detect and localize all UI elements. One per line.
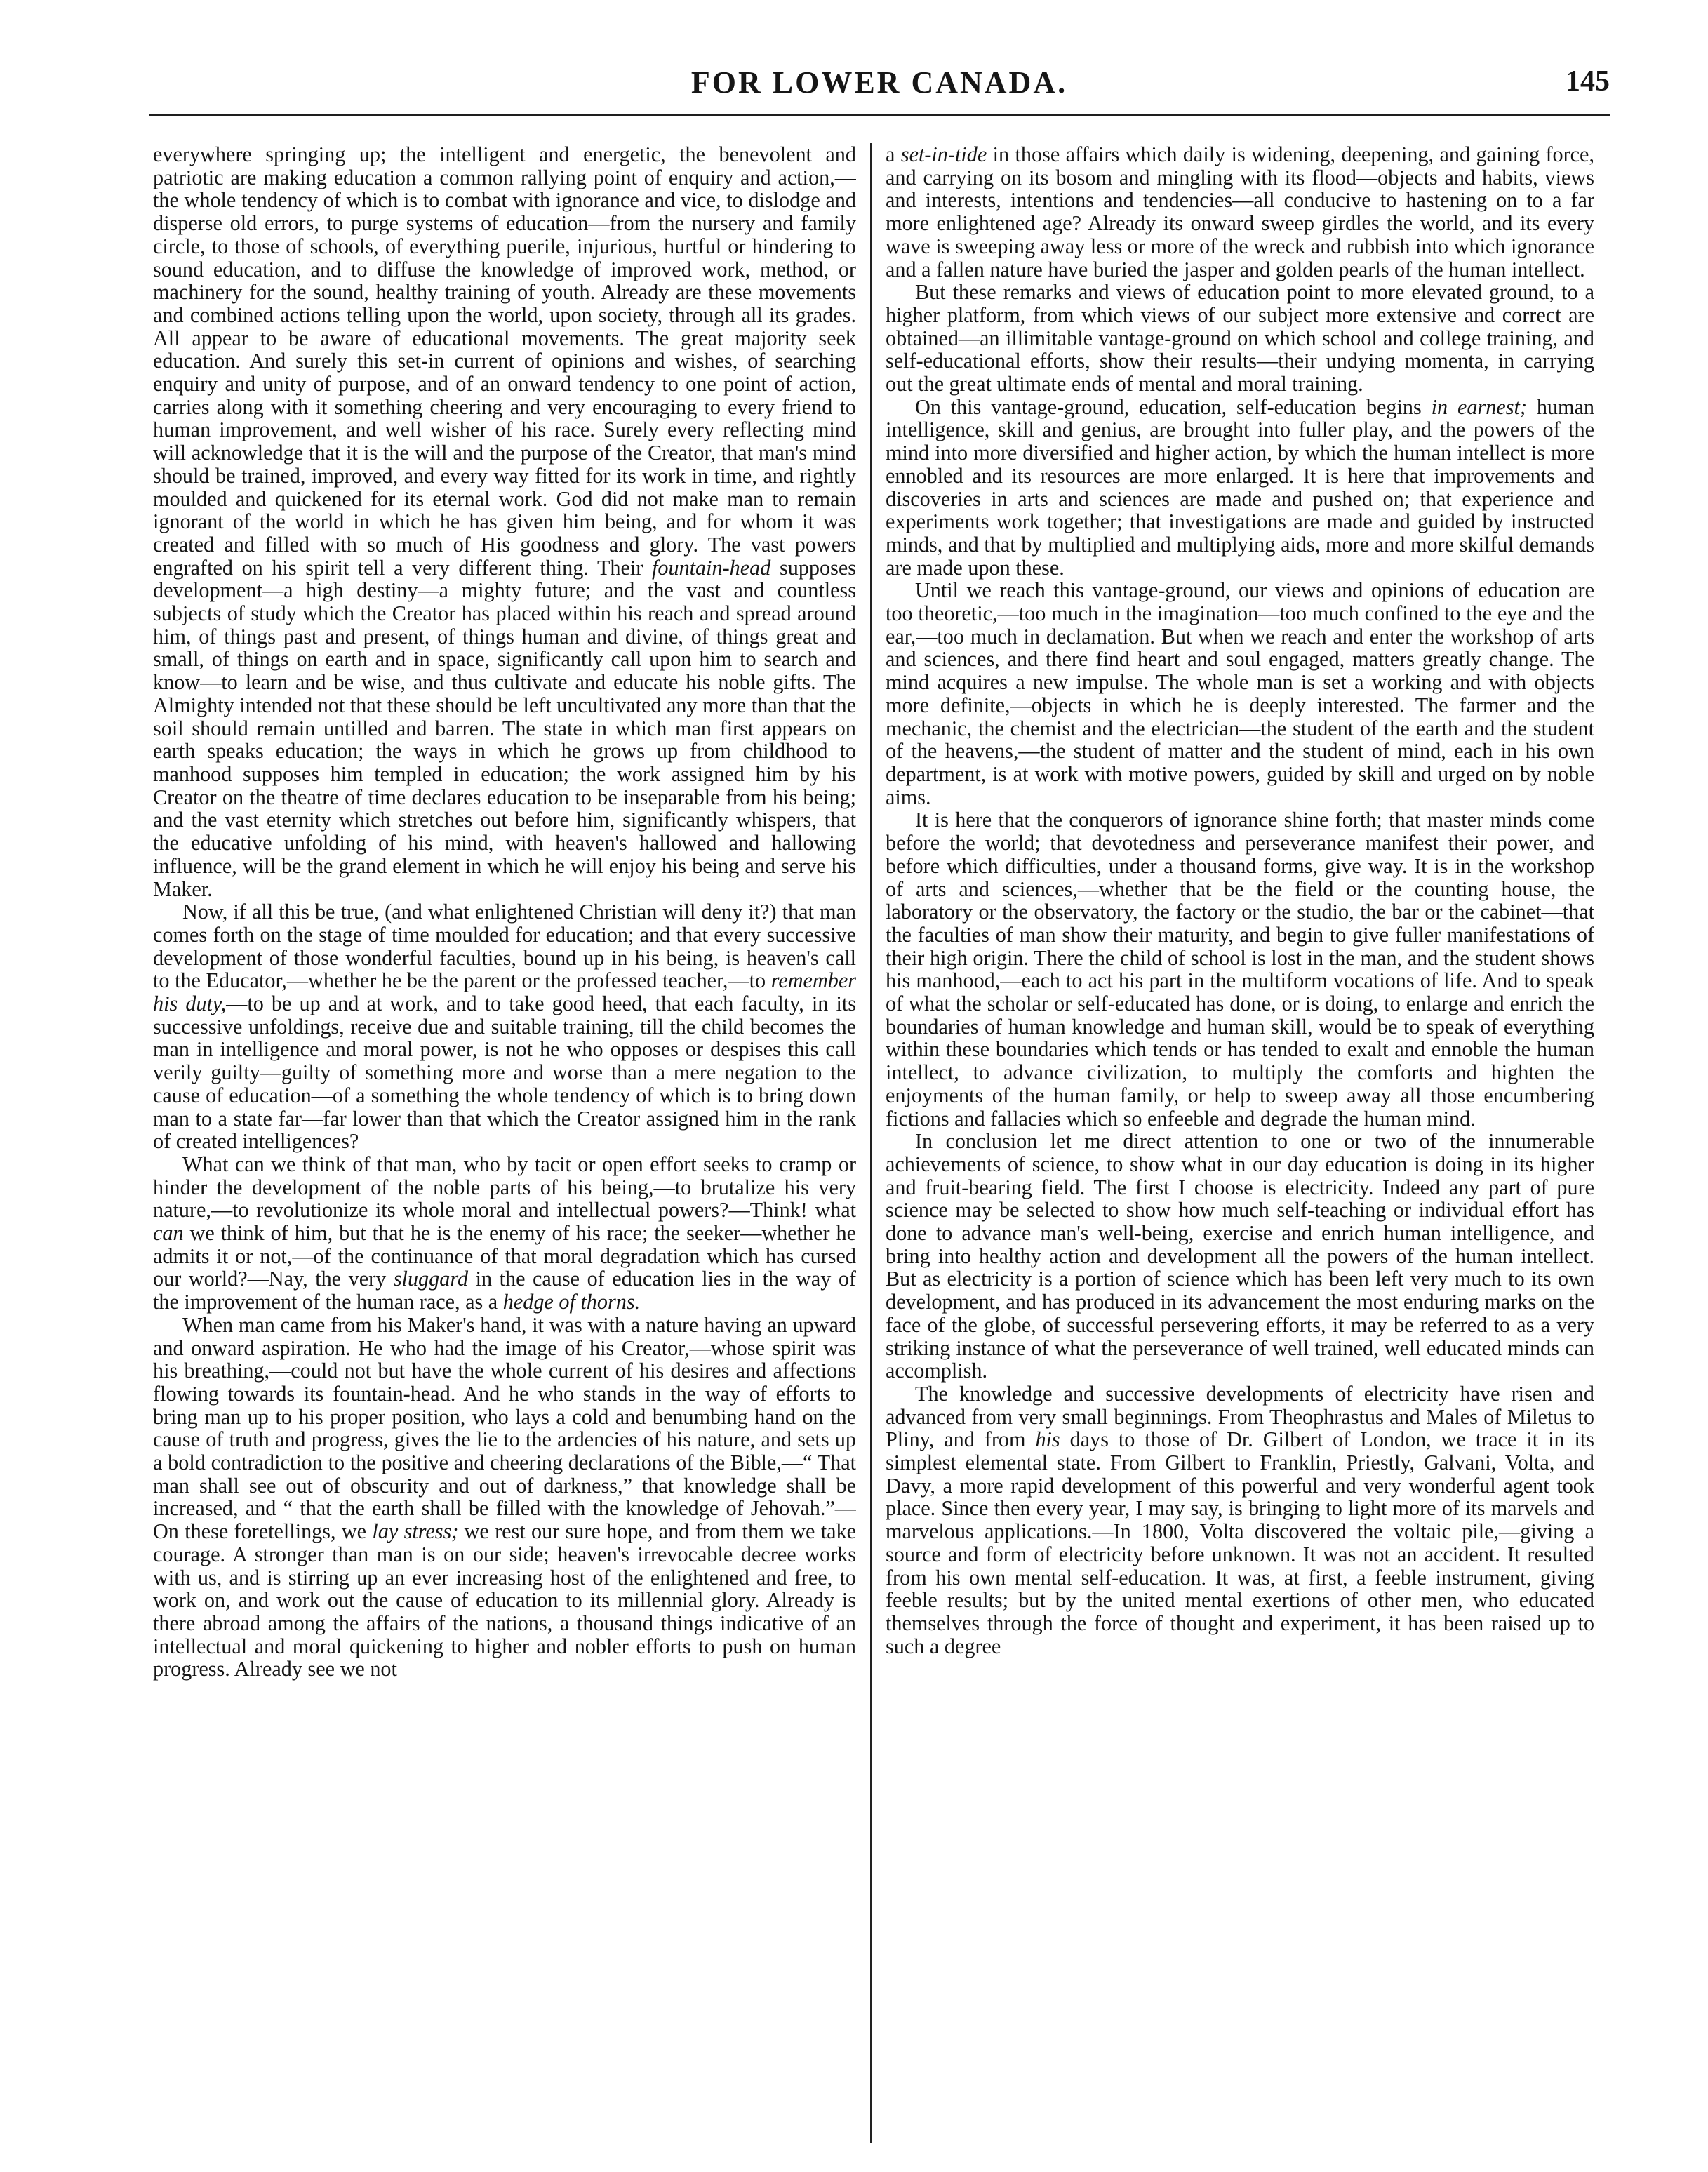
paragraph bbox=[153, 143, 856, 900]
text-run: But these remarks and views of education point to more elevated ground, to a higher platform, from which views of our subject more extensive and correct are obtained—an illimitable vantage-ground on which school and college training, and self-educational efforts, show their results—their undying momenta, in carrying out the great ultimate ends of mental and moral training. bbox=[886, 280, 1594, 397]
text-run: —to be up and at work, and to take good heed, that each faculty, in its successive unfoldings, receive due and suitable training, till the child becomes the man in intelligence and moral power, is not he who opposes or despises this call verily guilty—guilty of something more and worse than a mere negation to the cause of education—of a something the whole tendency of which is to bring down man to a state far—far lower than that which the Creator assigned him in the rank of created intelligences? bbox=[153, 992, 856, 1154]
text-run: in those affairs which daily is widening, deepening, and gaining force, and carrying on its bosom and mingling with its flood—objects and habits, views and interests, intentions and tendencies—all conducive to hastening on to a far more enlightened age? Already its onward sweep girdles the world, and its every wave is sweeping away less or more of the wreck and rubbish into which ignorance and a fallen nature have buried the jasper and golden pearls of the human intellect. bbox=[886, 143, 1594, 281]
paragraph bbox=[886, 808, 1594, 1130]
paragraph bbox=[886, 143, 1594, 281]
paragraph bbox=[886, 1130, 1594, 1383]
text-run: When man came from his Maker's hand, it was with a nature having an upward and onward aspiration. He who had the image of his Creator,—whose spirit was his breathing,—could not but have the whole current of his desires and affections flowing towards its fountain-head. And he who stands in the way of efforts to bring man up to his proper position, who lays a cold and benumbing hand on the cause of truth and progress, gives the lie to the ardencies of his nature, and sets up a bold contradiction to the positive and cheering declarations of the Bible,—“ That man shall see out of obscurity and out of darkness,” that knowledge shall be increased, and “ that the earth shall be filled with the knowledge of Jehovah.”—On these foretellings, we bbox=[153, 1312, 856, 1544]
text-run: Until we reach this vantage-ground, our views and opinions of education are too theoretic,—too much in the imagination—too much confined to the eye and the ear,—too much in declamation. But when we reach and enter the workshop of arts and sciences, and there find heart and soul engaged, matters greatly change. The mind acquires a new impulse. The whole man is set a working and with objects more definite,—objects in which he is deeply interested. The farmer and the mechanic, the chemist and the electrician—the student of the earth and the student of the heavens,—the student of matter and the student of mind, each in his own department, is at work with motive powers, guided by skill and urged on by noble aims. bbox=[886, 578, 1594, 809]
paragraph bbox=[153, 900, 856, 1153]
text-run: we rest our sure hope, and from them we take courage. A stronger than man is on our side; heaven's irrevocable decree works with us, and is stirring up an ever increasing host of the enlightened and free, to work on, and work out the cause of education to its millennial glory. Already is there abroad among the affairs of the nations, a thousand things indicative of an intellectual and moral quickening to higher and nobler efforts to push on human progress. Already see we not bbox=[153, 1519, 856, 1681]
right-column bbox=[886, 143, 1594, 2150]
running-title: FOR LOWER CANADA. bbox=[690, 65, 1068, 100]
italic-text: in earnest; bbox=[1431, 394, 1527, 419]
italic-text: can bbox=[153, 1221, 184, 1246]
page-header bbox=[149, 65, 1610, 121]
paragraph bbox=[886, 1383, 1594, 1658]
italic-text: fountain-head bbox=[652, 555, 771, 580]
text-run: On this vantage-ground, education, self-education begins bbox=[915, 394, 1422, 419]
paragraph bbox=[886, 281, 1594, 396]
left-column bbox=[153, 143, 856, 2150]
header-rule bbox=[149, 114, 1610, 116]
text-run: The knowledge and successive developments of electricity have risen and advanced from very small beginnings. From Theophrastus and Males of Miletus to Pliny, and from bbox=[886, 1381, 1594, 1452]
text-run: Now, if all this be true, (and what enlightened Christian will deny it?) that man comes forth on the stage of time moulded for education; and that every successive development of those wonderful faculties, bound up in his being, is heaven's call to the Educator,—whether he be the parent or the professed teacher,—to bbox=[153, 900, 856, 993]
page-number: 145 bbox=[1566, 65, 1610, 98]
text-run: What can we think of that man, who by tacit or open effort seeks to cramp or hinder the development of the noble parts of his being,—to brutalize his very nature,—to revolutionize its whole moral and intellectual powers?—Think! what bbox=[153, 1152, 856, 1222]
italic-text: set-in-tide bbox=[900, 143, 987, 166]
italic-text: sluggard bbox=[393, 1267, 469, 1291]
paragraph bbox=[886, 396, 1594, 580]
paragraph bbox=[886, 579, 1594, 808]
text-run: In conclusion let me direct attention to one or two of the innumerable achievements of science, to show what in our day education is doing in its higher and fruit-bearing field. The first I choose is electricity. Indeed any part of pure science may be selected to show how much self-teaching or individual effort has done to advance man's well-being, exercise and enrich human intelligence, and bring into healthy action and development all the powers of the human intellect. But as electricity is a portion of science which has been left very much to its own development, and has produced in its advancement the most enduring marks on the face of the globe, of successful persevering efforts, it may be referred to as a very striking instance of what the perseverance of well trained, well educated minds can accomplish. bbox=[886, 1129, 1594, 1383]
italic-text: hedge of thorns. bbox=[502, 1290, 641, 1314]
italic-text: lay stress; bbox=[372, 1519, 459, 1544]
italic-text: his bbox=[1035, 1427, 1060, 1452]
column-divider bbox=[870, 143, 872, 2143]
paragraph bbox=[153, 1314, 856, 1681]
italic-text: remember his duty, bbox=[153, 968, 856, 1016]
text-run: a bbox=[886, 143, 895, 166]
text-run: we think of him, but that he is the enemy of his race; the seeker—whether he admits it or not,—of the continuance of that moral degradation which has cursed our world?—Nay, the very bbox=[153, 1221, 856, 1291]
text-run: supposes development—a high destiny—a mighty future; and the vast and countless subjects of study which the Creator has placed within his reach and spread around him, of things past and present, of things human and divine, of things great and small, of things on earth and in space, significantly call upon him to search and know—to learn and be wise, and thus cultivate and educate his noble gifts. The Almighty intended not that these should be left uncultivated any more than that the soil should remain untilled and barren. The state in which man first appears on earth speaks education; the ways in which he grows up from childhood to manhood supposes him templed in education; the work assigned him by his Creator on the theatre of time declares education to be inseparable from his being; and the vast eternity which stretches out before him, significantly whispers, that the educative unfolding of his mind, with heaven's hallowed and hallowing influence, will be the grand element in which he will enjoy his being and serve his Maker. bbox=[153, 555, 856, 901]
text-run: in the cause of education lies in the way of the improvement of the human race, as a bbox=[153, 1267, 856, 1314]
text-run: It is here that the conquerors of ignorance shine forth; that master minds come before the world; that devotedness and perseverance manifest their power, and before which difficulties, under a thousand forms, give way. It is in the workshop of arts and sciences,—whether that be the field or the counting house, the laboratory or the observatory, the factory or the studio, the bar or the cabinet—that the faculties of man show their maturity, and begin to give fuller manifestations of their high origin. There the child of school is lost in the man, and the student shows his manhood,—each to act his part in the multiform vocations of life. And to speak of what the scholar or self-educated has done, or is doing, to enlarge and enrich the boundaries of human knowledge and human skill, would be to speak of everything within these boundaries which tends or has tended to exalt and ennoble the human intellect, to advance civilization, to multiply the comforts and highten the enjoyments of the human family, or help to sweep away all those encumbering fictions and fallacies which so enfeeble and degrade the human mind. bbox=[886, 808, 1594, 1131]
text-run: everywhere springing up; the intelligent and energetic, the benevolent and patriotic are making education a common rallying point of enquiry and action,—the whole tendency of which is to combat with ignorance and vice, to dislodge and disperse old errors, to purge systems of education—from the nursery and family circle, to those of schools, of everything puerile, injurious, hurtful or hindering to sound education, and to diffuse the knowledge of improved work, method, or machinery for the sound, healthy training of youth. Already are these movements and combined actions telling upon the world, upon society, through all its grades. All appear to be aware of educational movements. The great majority seek education. And surely this set-in current of opinions and wishes, of searching enquiry and unity of purpose, and of an onward tendency to one point of action, carries along with it something cheering and very encouraging to every friend to human improvement, and well wisher of his race. Surely every reflecting mind will acknowledge that it is the will and the purpose of the Creator, that man's mind should be trained, improved, and every way fitted for its work in time, and rightly moulded and quickened for its eternal work. God did not make man to remain ignorant of the world in which he has given him being, and for whom it was created and filled with so much of His goodness and glory. The vast powers engrafted on his spirit tell a very different thing. Their bbox=[153, 143, 856, 580]
text-run: days to those of Dr. Gilbert of London, we trace it in its simplest elemental state. From Gilbert to Franklin, Priestly, Galvani, Volta, and Davy, a more rapid development of this powerful and very wonderful agent took place. Since then every year, I may say, is bringing to light more of its marvels and marvelous applications.—In 1800, Volta discovered the voltaic pile,—giving a source and form of electricity before unknown. It was not an accident. It resulted from his own mental self-education. It was, at first, a feeble instrument, giving feeble results; but by the united mental exertions of other men, who educated themselves through the force of thought and experiment, it has been raised up to such a degree bbox=[886, 1427, 1594, 1658]
paragraph bbox=[153, 1153, 856, 1314]
text-run: human intelligence, skill and genius, are brought into fuller play, and the powers of the mind into more diversified and higher action, by which the human intellect is more ennobled and its resources are more enlarged. It is here that improvements and discoveries in arts and sciences are made and pushed on; that experience and experiments work together; that investigations are made and guided by instructed minds, and that by multiplied and multiplying aids, more and more skilful demands are made upon these. bbox=[886, 394, 1594, 580]
